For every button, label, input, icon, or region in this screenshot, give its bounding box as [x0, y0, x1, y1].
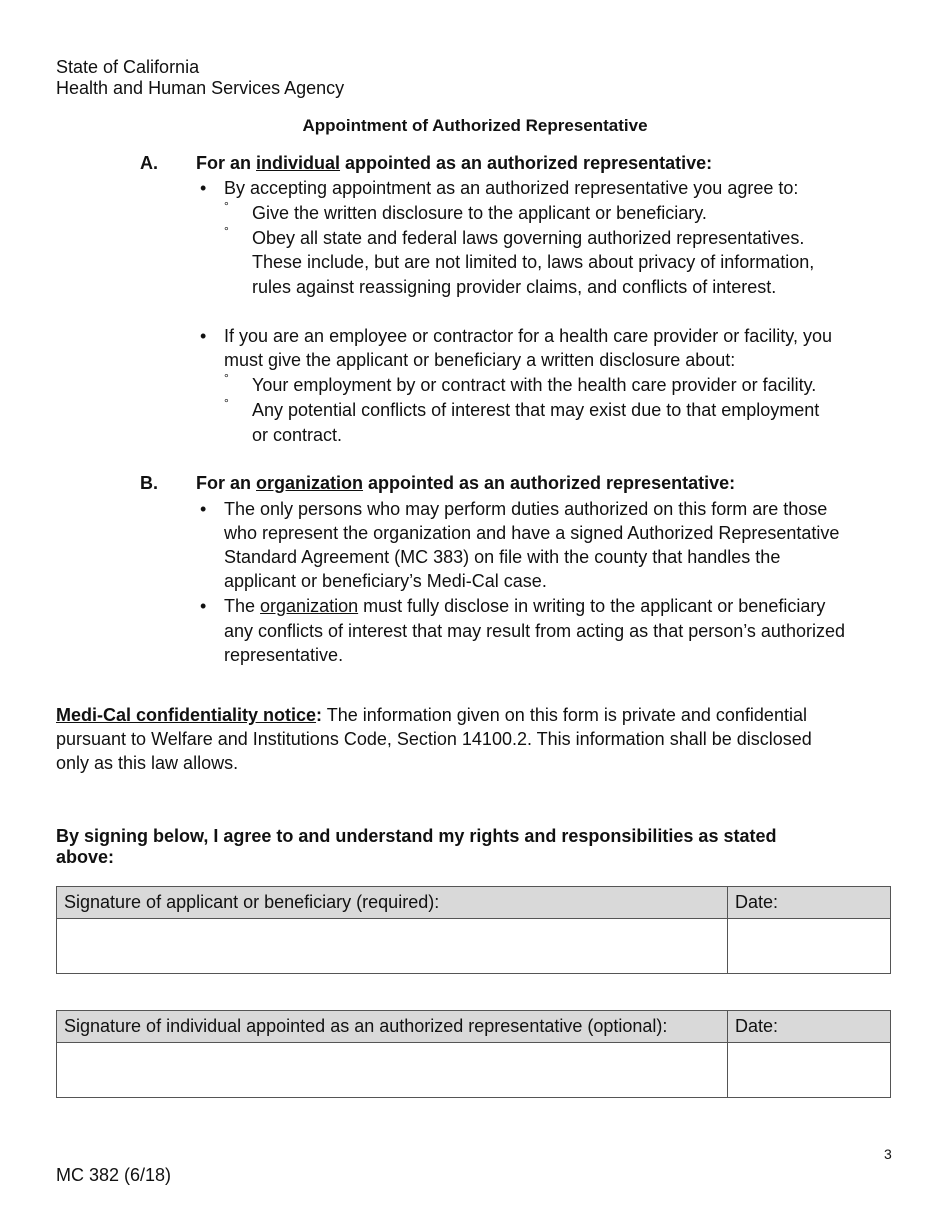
notice-text: The information given on this form is private and confidential [322, 705, 807, 725]
bullet-icon: • [200, 499, 207, 519]
page-number: 3 [884, 1146, 892, 1162]
date-label: Date: [728, 1011, 891, 1043]
sub-bullet-text: or contract. [252, 425, 343, 445]
heading-text: appointed as an authorized representative: [363, 473, 736, 493]
form-number: MC 382 (6/18) [56, 1165, 172, 1185]
bullet-text: applicant or beneficiary’s Medi-Cal case. [224, 571, 547, 591]
section-a-label: A. [140, 153, 158, 173]
circle-bullet-icon: ° [224, 199, 229, 213]
agreement-statement: By signing below, I agree to and understand my rights and responsibilities as stated [56, 826, 777, 846]
representative-date-field[interactable] [728, 1043, 891, 1098]
circle-bullet-icon: ° [224, 224, 229, 238]
agreement-statement: above: [56, 847, 115, 867]
sub-bullet-text: Any potential conflicts of interest that may exist due to that employment [252, 400, 820, 420]
header-agency: Health and Human Services Agency [56, 78, 345, 98]
notice-colon: : [316, 705, 323, 725]
bullet-text: By accepting appointment as an authorized representative you agree to: [224, 178, 799, 198]
circle-bullet-icon: ° [224, 396, 229, 410]
heading-text: appointed as an authorized representative: [340, 153, 713, 173]
signature-label: Signature of applicant or beneficiary (required): [57, 887, 728, 919]
applicant-signature-table [56, 886, 891, 974]
circle-bullet-icon: ° [224, 371, 229, 385]
page-title: Appointment of Authorized Representative [302, 116, 648, 135]
heading-text: For an [196, 473, 257, 493]
sub-bullet-text: Obey all state and federal laws governing authorized representatives. [252, 228, 805, 248]
heading-underlined: organization [256, 473, 364, 493]
bullet-text: The only persons who may perform duties authorized on this form are those [224, 499, 828, 519]
notice-text: pursuant to Welfare and Institutions Code, Section 14100.2. This information shall be disclosed [56, 729, 812, 749]
text: The [224, 596, 261, 616]
bullet-text: must give the applicant or beneficiary a written disclosure about: [224, 350, 736, 370]
underlined-text: organization [260, 596, 359, 616]
representative-signature-field[interactable] [57, 1043, 728, 1098]
section-b-heading [196, 472, 735, 494]
notice-text: only as this law allows. [56, 753, 239, 773]
text: must fully disclose in writing to the applicant or beneficiary [358, 596, 826, 616]
sub-bullet-text: rules against reassigning provider claims, and conflicts of interest. [252, 277, 777, 297]
heading-text: For an [196, 153, 257, 173]
sub-bullet-text: Your employment by or contract with the health care provider or facility. [252, 375, 817, 395]
bullet-text [224, 595, 825, 617]
bullet-text: representative. [224, 645, 344, 665]
signature-label: Signature of individual appointed as an authorized representative (optional): [57, 1011, 728, 1043]
heading-underlined: individual [256, 153, 341, 173]
section-b-label: B. [140, 473, 158, 493]
bullet-icon: • [200, 178, 207, 198]
bullet-icon: • [200, 326, 207, 346]
notice-label: Medi-Cal confidentiality notice [56, 705, 317, 725]
representative-signature-table [56, 1010, 891, 1098]
sub-bullet-text: These include, but are not limited to, laws about privacy of information, [252, 252, 815, 272]
bullet-text: If you are an employee or contractor for a health care provider or facility, you [224, 326, 832, 346]
bullet-text: who represent the organization and have a signed Authorized Representative [224, 523, 840, 543]
bullet-text: any conflicts of interest that may result from acting as that person’s authorized [224, 621, 845, 641]
bullet-text: Standard Agreement (MC 383) on file with the county that handles the [224, 547, 781, 567]
date-label: Date: [728, 887, 891, 919]
confidentiality-notice [56, 704, 807, 726]
bullet-icon: • [200, 596, 207, 616]
section-a-heading [196, 152, 712, 174]
header-state: State of California [56, 57, 200, 77]
applicant-date-field[interactable] [728, 919, 891, 974]
applicant-signature-field[interactable] [57, 919, 728, 974]
sub-bullet-text: Give the written disclosure to the applicant or beneficiary. [252, 203, 707, 223]
